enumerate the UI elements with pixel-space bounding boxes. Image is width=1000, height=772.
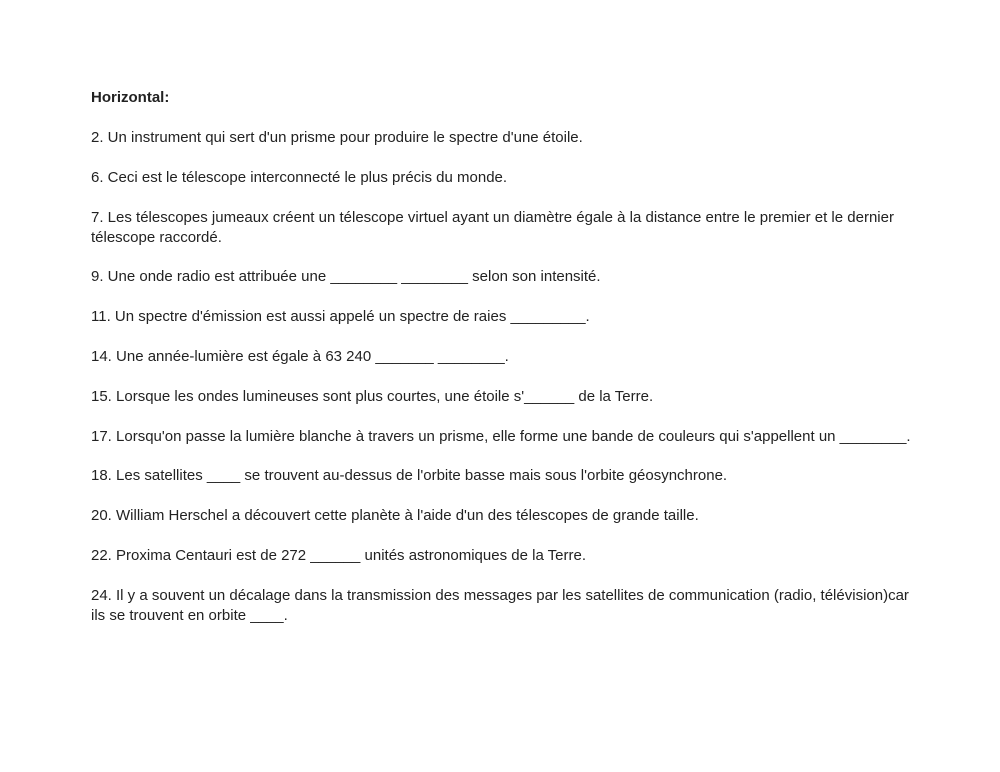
clue-20: 20. William Herschel a découvert cette planète à l'aide d'un des télescopes de grande taille. (91, 507, 699, 524)
section-heading: Horizontal: (91, 89, 170, 106)
clue-17: 17. Lorsqu'on passe la lumière blanche à travers un prisme, elle forme une bande de couleurs qui s'appellent un ________. (91, 428, 911, 445)
clue-2: 2. Un instrument qui sert d'un prisme pour produire le spectre d'une étoile. (91, 129, 583, 146)
clue-11: 11. Un spectre d'émission est aussi appelé un spectre de raies _________. (91, 308, 590, 325)
clue-6: 6. Ceci est le télescope interconnecté le plus précis du monde. (91, 169, 508, 186)
clue-22: 22. Proxima Centauri est de 272 ______ unités astronomiques de la Terre. (91, 547, 587, 564)
clue-7: 7. Les télescopes jumeaux créent un télescope virtuel ayant un diamètre égale à la distance entre le premier et le dernier télescope raccordé. (91, 209, 894, 246)
clue-24: 24. Il y a souvent un décalage dans la transmission des messages par les satellites de communication (radio, télévision)car ils se trouvent en orbite ____. (91, 587, 909, 624)
clue-14: 14. Une année-lumière est égale à 63 240 _______ ________. (91, 348, 509, 365)
clue-18: 18. Les satellites ____ se trouvent au-dessus de l'orbite basse mais sous l'orbite géosynchrone. (91, 467, 728, 484)
clue-list (91, 88, 921, 645)
clue-9: 9. Une onde radio est attribuée une ________ ________ selon son intensité. (91, 268, 601, 285)
clue-15: 15. Lorsque les ondes lumineuses sont plus courtes, une étoile s'______ de la Terre. (91, 388, 654, 405)
